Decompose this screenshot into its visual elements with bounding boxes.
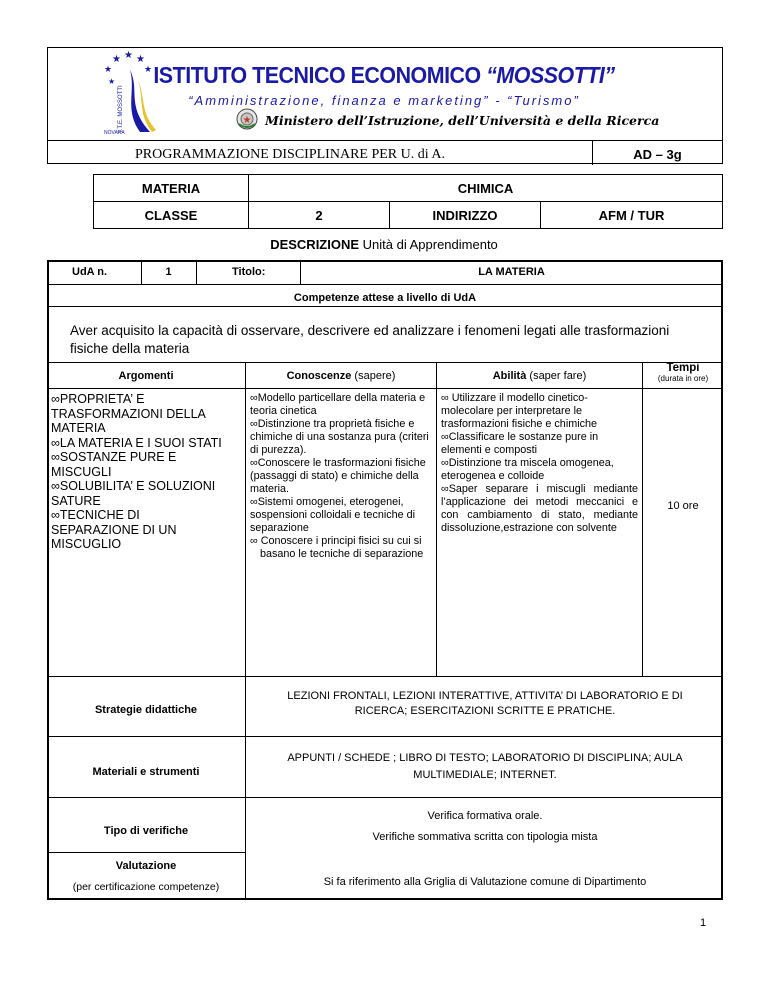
classe-label: CLASSE bbox=[94, 202, 249, 229]
list-item: ∞Classificare le sostanze pure in elementi e composti bbox=[441, 431, 599, 456]
valutazione-label: Valutazione bbox=[115, 860, 177, 872]
valutazione-sub: (per certificazione competenze) bbox=[72, 881, 220, 893]
uda-number: 1 bbox=[165, 266, 172, 278]
list-item: ∞ Utilizzare il modello cinetico-molecolare per interpretare le trasformazioni fisiche e chimiche bbox=[441, 392, 598, 430]
list-item: ∞Conoscere le trasformazioni fisiche (passaggi di stato) e chimiche della materia. bbox=[250, 457, 426, 495]
list-item: ∞SOSTANZE PURE E MISCUGLI bbox=[51, 450, 177, 479]
list-item: ∞SOLUBILITA’ E SOLUZIONI SATURE bbox=[51, 479, 216, 508]
materiali-label: Materiali e strumenti bbox=[92, 766, 200, 778]
col-tempi: Tempi (durata in ore) bbox=[657, 362, 709, 383]
verifiche-line1: Verifica formativa orale. bbox=[427, 810, 543, 822]
conoscenze-list bbox=[250, 392, 432, 561]
info-table bbox=[93, 174, 723, 229]
page-number: 1 bbox=[700, 917, 707, 929]
ministry-name: Ministero dell’Istruzione, dell’Università e della Ricerca bbox=[265, 113, 660, 128]
strategie-value: LEZIONI FRONTALI, LEZIONI INTERATTIVE, ATTIVITA’ DI LABORATORIO E DI RICERCA; ESERCITAZIONI SCRITTE E PRATICHE. bbox=[287, 690, 683, 717]
titolo-value: LA MATERIA bbox=[478, 266, 545, 278]
tempi-value: 10 ore bbox=[667, 500, 699, 512]
col-argomenti: Argomenti bbox=[118, 370, 174, 382]
svg-text:★: ★ bbox=[144, 64, 153, 74]
indirizzo-label: INDIRIZZO bbox=[390, 202, 541, 229]
school-name: ISTITUTO TECNICO ECONOMICO “MOSSOTTI” bbox=[153, 62, 615, 88]
indirizzo-value: AFM / TUR bbox=[541, 202, 723, 229]
program-code: AD – 3g bbox=[633, 147, 682, 162]
svg-text:★: ★ bbox=[124, 50, 133, 61]
description-title: DESCRIZIONE Unità di Apprendimento bbox=[270, 237, 498, 252]
list-item: ∞Distinzione tra miscela omogenea, eterogenea e colloide bbox=[441, 457, 614, 482]
list-item: ∞Distinzione tra proprietà fisiche e chimiche di una sostanza pura (criteri di purezza). bbox=[250, 418, 429, 456]
col-conoscenze: Conoscenze (sapere) bbox=[286, 370, 396, 382]
svg-text:★: ★ bbox=[242, 115, 252, 126]
uda-label: UdA n. bbox=[72, 266, 108, 278]
list-item: ∞ Conoscere i principi fisici su cui si basano le tecniche di separazione bbox=[250, 535, 424, 560]
argomenti-list bbox=[51, 392, 231, 552]
list-item: ∞Saper separare i miscugli mediante l’applicazione dei metodi meccanici e con cambiamento di stato, mediante dissoluzione,estrazione con solvente bbox=[441, 483, 638, 534]
competenze-text: Aver acquisito la capacità di osservare, descrivere ed analizzare i fenomeni legati alle trasformazioni fisiche della materia bbox=[70, 323, 670, 356]
svg-text:I.T.E. MOSSOTTI: I.T.E. MOSSOTTI bbox=[118, 85, 124, 132]
materia-label: MATERIA bbox=[94, 175, 249, 202]
program-title: PROGRAMMAZIONE DISCIPLINARE PER U. di A. bbox=[135, 147, 445, 162]
school-subtitle: “Amministrazione, finanza e marketing” - “Turismo” bbox=[188, 93, 580, 108]
valutazione-value: Si fa riferimento alla Griglia di Valutazione comune di Dipartimento bbox=[323, 876, 647, 888]
abilita-list bbox=[441, 392, 638, 535]
materia-value: CHIMICA bbox=[249, 175, 723, 202]
list-item: ∞Modello particellare della materia e teoria cinetica bbox=[250, 392, 426, 417]
svg-text:★: ★ bbox=[136, 54, 145, 65]
verifiche-line2: Verifiche sommativa scritta con tipologia mista bbox=[372, 831, 598, 843]
titolo-label: Titolo: bbox=[232, 266, 266, 278]
list-item: ∞LA MATERIA E I SUOI STATI bbox=[51, 435, 222, 450]
svg-text:★: ★ bbox=[104, 64, 113, 74]
list-item: ∞Sistemi omogenei, eterogenei, sospensioni colloidali e tecniche di separazione bbox=[250, 496, 416, 534]
list-item: ∞PROPRIETA’ E TRASFORMAZIONI DELLA MATERIA bbox=[51, 392, 206, 435]
col-abilita: Abilità (saper fare) bbox=[492, 370, 587, 382]
svg-text:NOVARA: NOVARA bbox=[104, 130, 125, 136]
list-item: ∞TECNICHE DI SEPARAZIONE DI UN MISCUGLIO bbox=[51, 508, 177, 551]
svg-text:★: ★ bbox=[112, 54, 121, 65]
verifiche-label: Tipo di verifiche bbox=[103, 825, 189, 837]
svg-text:★: ★ bbox=[108, 77, 116, 86]
competenze-header: Competenze attese a livello di UdA bbox=[293, 292, 477, 304]
materiali-value: APPUNTI / SCHEDE ; LIBRO DI TESTO; LABORATORIO DI DISCIPLINA; AULA MULTIMEDIALE; INTERNET. bbox=[287, 752, 683, 781]
classe-value: 2 bbox=[249, 202, 390, 229]
strategie-label: Strategie didattiche bbox=[94, 704, 198, 716]
emblem-icon bbox=[236, 108, 258, 130]
